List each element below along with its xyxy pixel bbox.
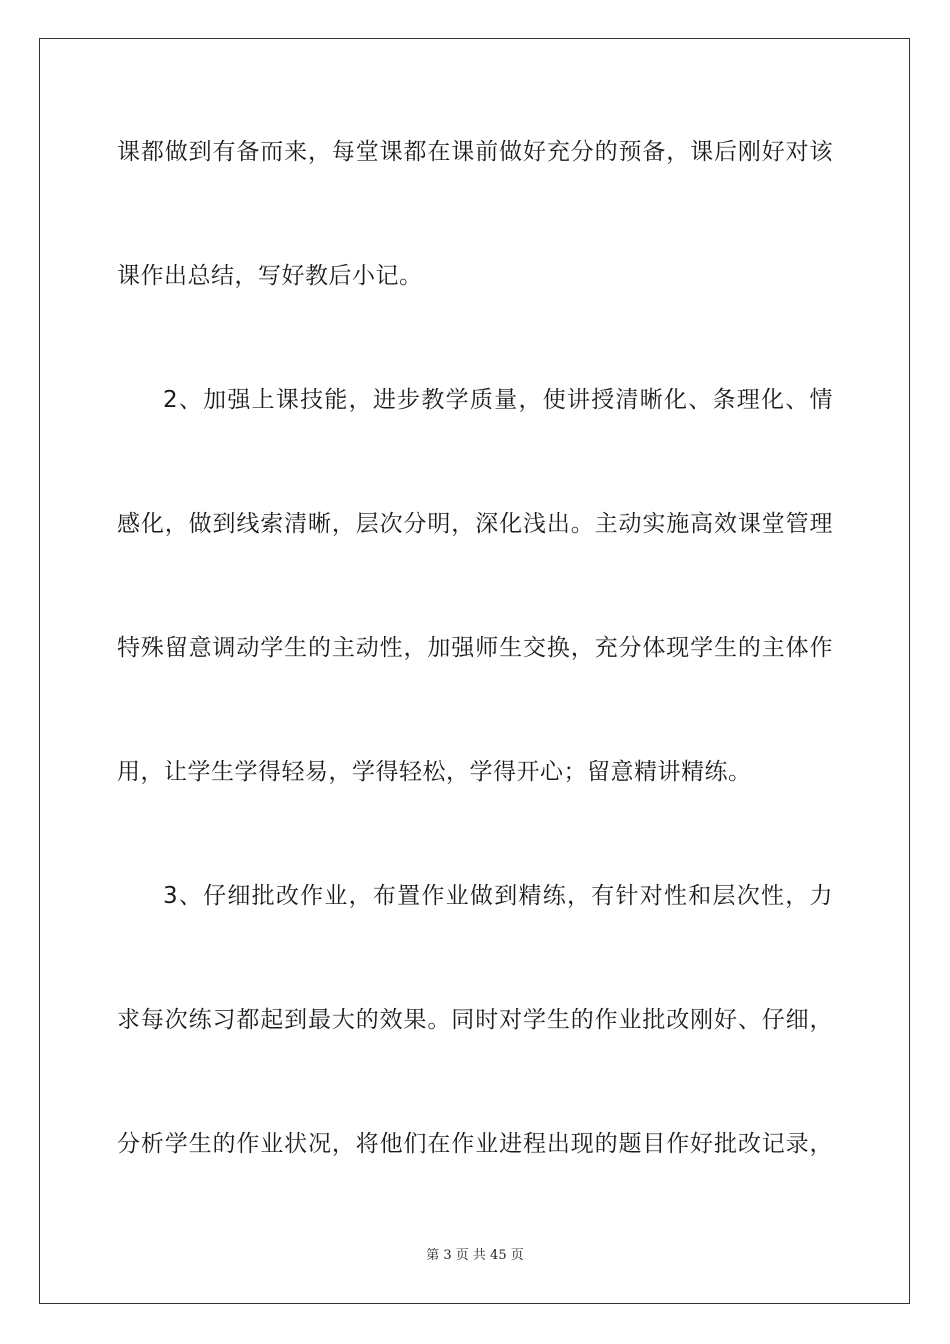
page-number-footer: 第 3 页 共 45 页 bbox=[426, 1248, 524, 1263]
text-line: 课作出总结，写好教后小记。 bbox=[117, 263, 423, 289]
text-line: 求每次练习都起到最大的效果。同时对学生的作业批改刚好、仔细， bbox=[117, 1007, 833, 1033]
text-line: 特殊留意调动学生的主动性，加强师生交换，充分体现学生的主体作 bbox=[117, 635, 833, 661]
paragraph-start-line: 3、仔细批改作业，布置作业做到精练，有针对性和层次性，力 bbox=[163, 883, 833, 909]
page-border bbox=[39, 38, 910, 1304]
text-line: 分析学生的作业状况，将他们在作业进程出现的题目作好批改记录， bbox=[117, 1131, 833, 1157]
paragraph-start-line: 2、加强上课技能，进步教学质量，使讲授清晰化、条理化、情 bbox=[163, 387, 833, 413]
text-line: 用，让学生学得轻易，学得轻松，学得开心；留意精讲精练。 bbox=[117, 759, 752, 785]
text-line: 课都做到有备而来，每堂课都在课前做好充分的预备，课后刚好对该 bbox=[117, 139, 833, 165]
text-line: 感化，做到线索清晰，层次分明，深化浅出。主动实施高效课堂管理 bbox=[117, 511, 833, 537]
